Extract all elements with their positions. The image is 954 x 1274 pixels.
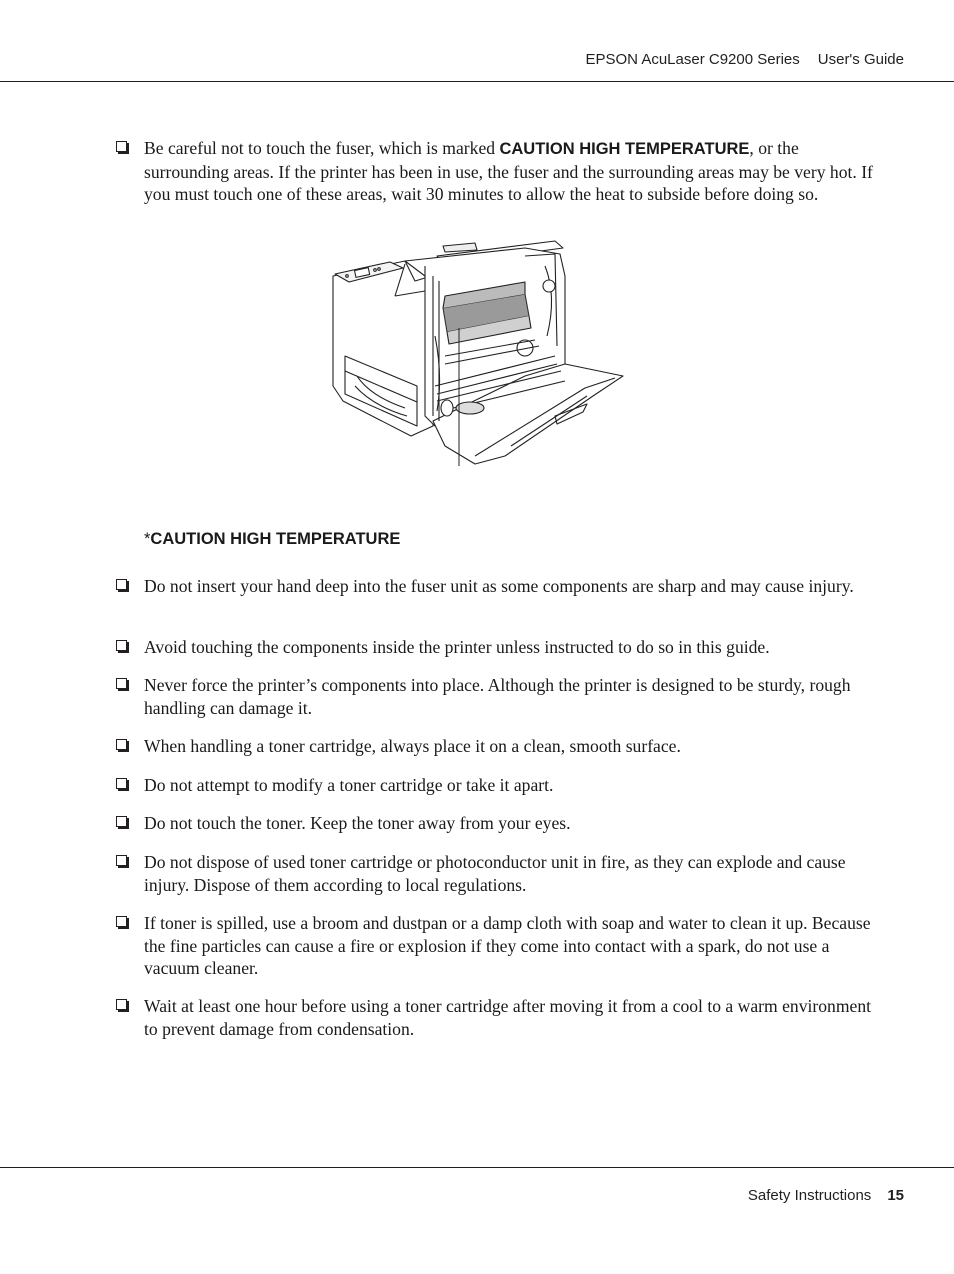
running-header bbox=[585, 51, 904, 68]
list-item bbox=[116, 575, 876, 598]
checkbox-bullet-icon bbox=[116, 778, 127, 789]
checkbox-bullet-icon bbox=[116, 739, 127, 750]
bullet-text: Wait at least one hour before using a toner cartridge after moving it from a cool to a warm environment to prevent damage from condensation. bbox=[144, 996, 872, 1039]
bullet-text: Do not insert your hand deep into the fuser unit as some components are sharp and may cause injury. bbox=[144, 576, 854, 596]
caution-label: CAUTION HIGH TEMPERATURE bbox=[499, 140, 750, 158]
list-item bbox=[116, 735, 876, 758]
page-footer bbox=[748, 1187, 904, 1204]
bullet-text: Avoid touching the components inside the printer unless instructed to do so in this guide. bbox=[144, 637, 770, 657]
bullet-text: Do not attempt to modify a toner cartridge or take it apart. bbox=[144, 775, 554, 795]
list-item bbox=[116, 774, 876, 797]
checkbox-bullet-icon bbox=[116, 816, 127, 827]
list-item bbox=[116, 912, 876, 980]
bullet-text: Be careful not to touch the fuser, which is marked CAUTION HIGH TEMPERATURE, or the surrounding areas. If the printer has been in use, the fuser and the surrounding areas may be very hot. If you must touch one of these areas, wait 30 minutes to allow the heat to subside before doing so. bbox=[144, 138, 873, 204]
figure-caption bbox=[144, 530, 400, 549]
bullet-fuser-warning bbox=[116, 137, 876, 206]
bullet-text: Never force the printer’s components into place. Although the printer is designed to be sturdy, rough handling can damage it. bbox=[144, 675, 851, 718]
footer-rule bbox=[0, 1167, 954, 1168]
page-header bbox=[0, 0, 954, 82]
checkbox-bullet-icon bbox=[116, 678, 127, 689]
list-item bbox=[116, 812, 876, 835]
list-item bbox=[116, 851, 876, 896]
caption-marker: * bbox=[144, 530, 151, 548]
bullet-text: Do not touch the toner. Keep the toner away from your eyes. bbox=[144, 813, 571, 833]
bullet-text: When handling a toner cartridge, always place it on a clean, smooth surface. bbox=[144, 736, 681, 756]
guide-name: User's Guide bbox=[817, 51, 904, 68]
checkbox-bullet-icon bbox=[116, 855, 127, 866]
list-item bbox=[116, 636, 876, 659]
section-name: Safety Instructions bbox=[747, 1187, 872, 1204]
printer-fuser-illustration bbox=[325, 236, 630, 471]
list-item bbox=[116, 995, 876, 1040]
checkbox-bullet-icon bbox=[116, 999, 127, 1010]
list-item bbox=[116, 674, 876, 719]
checkbox-bullet-icon bbox=[116, 640, 127, 651]
checkbox-bullet-icon bbox=[116, 579, 127, 590]
bullet-text: If toner is spilled, use a broom and dustpan or a damp cloth with soap and water to clean it up. Because the fine particles can cause a fire or explosion if they come into contact with a spark, do not use a vacuum cleaner. bbox=[144, 913, 871, 978]
page-number: 15 bbox=[887, 1187, 904, 1204]
caption-label: CAUTION HIGH TEMPERATURE bbox=[150, 530, 401, 548]
product-name: EPSON AcuLaser C9200 Series bbox=[585, 51, 800, 68]
checkbox-bullet-icon bbox=[116, 916, 127, 927]
checkbox-bullet-icon bbox=[116, 141, 127, 152]
bullet-text: Do not dispose of used toner cartridge or photoconductor unit in fire, as they can explode and cause injury. Dispose of them according to local regulations. bbox=[144, 852, 846, 895]
